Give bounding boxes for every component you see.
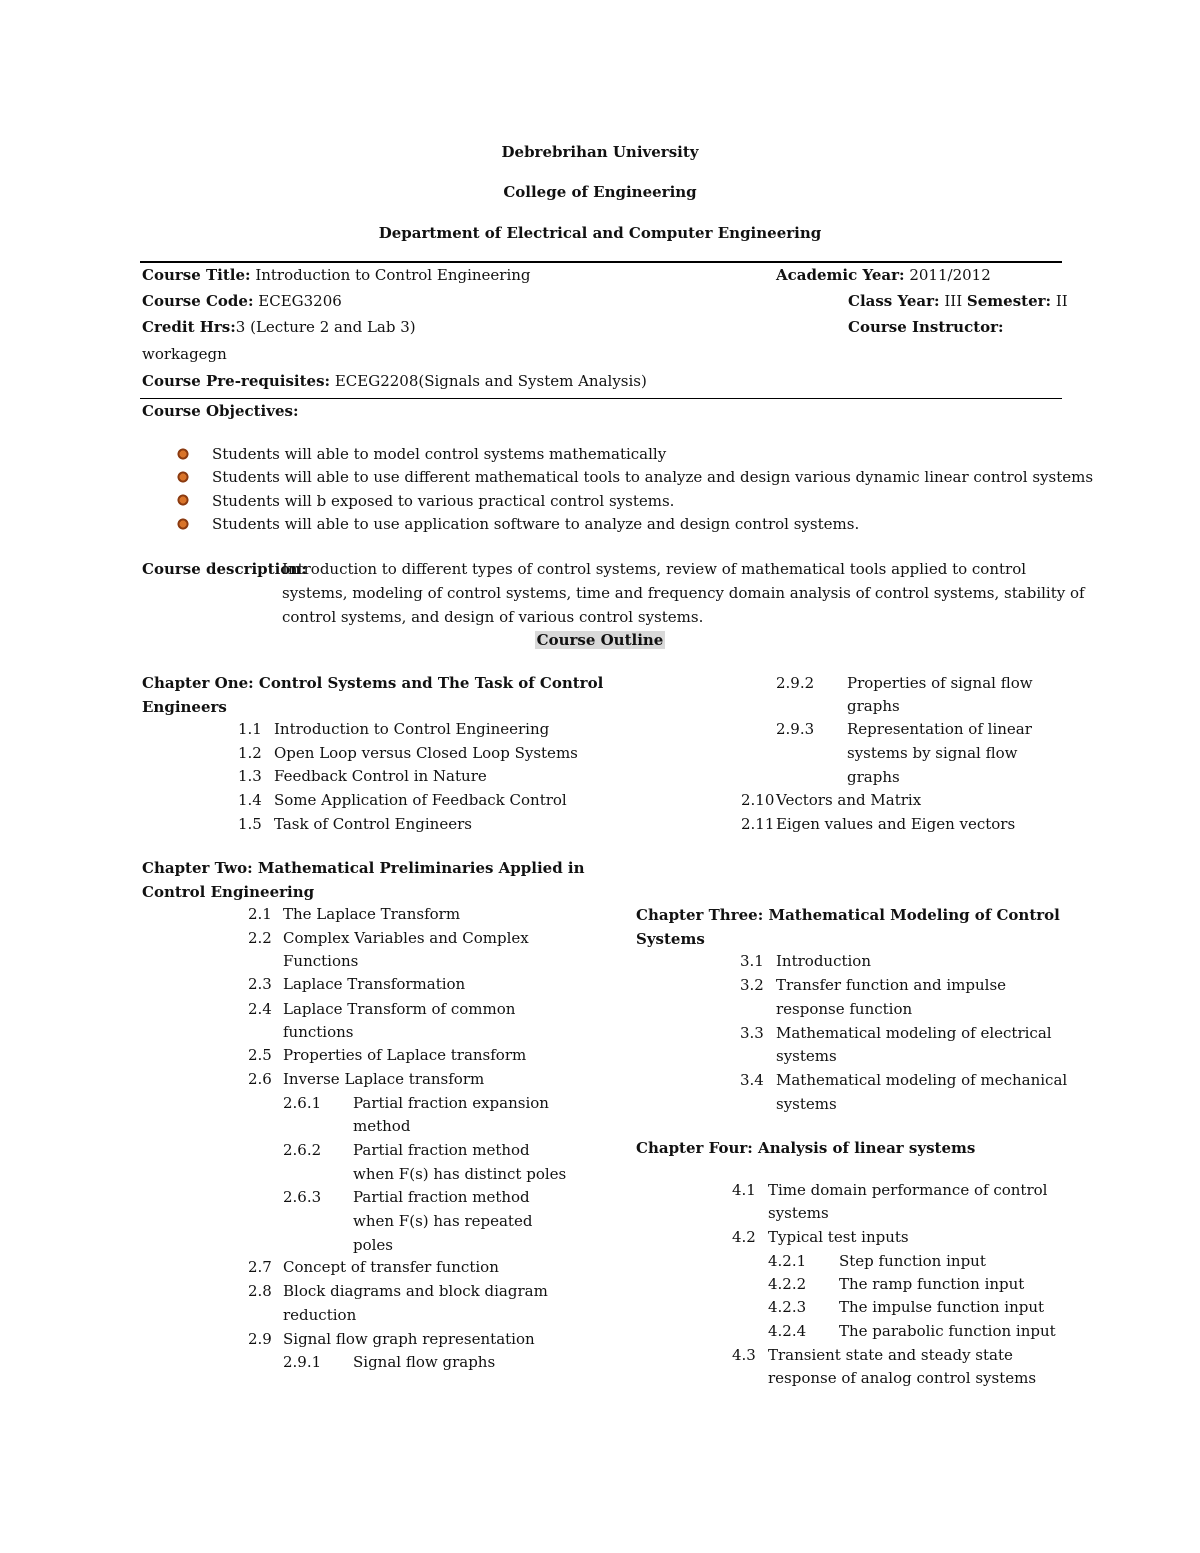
semester-value: II: [1055, 292, 1068, 310]
chapter-two-title: Chapter Two: Mathematical Preliminaries Applied in: [142, 859, 585, 877]
outline-item-text: Partial fraction method: [353, 1141, 530, 1159]
outline-item-number: 3.4: [740, 1071, 764, 1089]
outline-item-text: Transient state and steady state: [768, 1346, 1013, 1364]
bullet-icon: [176, 469, 190, 488]
top-rule: [140, 261, 1062, 263]
class-year-row: [848, 292, 1068, 310]
outline-item-number: 1.2: [238, 744, 262, 762]
college-name: College of Engineering: [503, 183, 697, 201]
outline-item-text: Typical test inputs: [768, 1228, 909, 1246]
academic-year-label: Academic Year:: [776, 266, 905, 284]
outline-item-number: 2.6.3: [283, 1188, 322, 1206]
prerequisites-row: [142, 372, 647, 390]
academic-year-value: 2011/2012: [909, 266, 991, 284]
outline-item-text: Laplace Transformation: [283, 975, 466, 993]
objectives-label: Course Objectives:: [142, 402, 299, 420]
outline-item-number: 2.6: [248, 1070, 272, 1088]
outline-item-text: Properties of Laplace transform: [283, 1046, 527, 1064]
class-year-label: Class Year:: [848, 292, 940, 310]
outline-item-number: 2.7: [248, 1258, 272, 1276]
department-name: Department of Electrical and Computer Engineering: [378, 224, 822, 242]
outline-item-text: Block diagrams and block diagram: [283, 1282, 548, 1300]
credit-hrs-label: Credit Hrs:: [142, 318, 236, 336]
outline-item-text: The parabolic function input: [839, 1322, 1056, 1340]
outline-item-number: 2.9.3: [776, 720, 815, 738]
outline-item-text: systems: [768, 1204, 829, 1222]
outline-item-number: 3.1: [740, 952, 764, 970]
outline-item-text: graphs: [847, 697, 900, 715]
outline-item-text: Partial fraction method: [353, 1188, 530, 1206]
credit-hrs-row: [142, 318, 416, 336]
course-code-label: Course Code:: [142, 292, 254, 310]
outline-item-number: 2.6.1: [283, 1094, 322, 1112]
outline-item-text: Properties of signal flow: [847, 674, 1033, 692]
outline-item-number: 1.3: [238, 767, 262, 785]
outline-item-number: 4.2.2: [768, 1275, 807, 1293]
description-label: Course description:: [142, 560, 307, 578]
outline-item-text: Transfer function and impulse: [776, 976, 1007, 994]
info-bottom-rule: [140, 398, 1062, 399]
outline-item-number: 1.5: [238, 815, 262, 833]
outline-item-text: Functions: [283, 952, 359, 970]
outline-title-wrap: [0, 630, 1200, 649]
bullet-icon: [176, 446, 190, 465]
semester-label: Semester:: [966, 292, 1052, 310]
outline-item-number: 4.2.1: [768, 1252, 807, 1270]
outline-item-number: 1.1: [238, 720, 262, 738]
course-title-value: Introduction to Control Engineering: [255, 266, 531, 284]
outline-item-text: response function: [776, 1000, 913, 1018]
course-title-row: [142, 266, 531, 284]
outline-item-text: functions: [283, 1023, 354, 1041]
outline-item-text: Vectors and Matrix: [776, 791, 922, 809]
outline-item-text: The ramp function input: [839, 1275, 1025, 1293]
outline-item-text: method: [353, 1117, 411, 1135]
outline-item-text: poles: [353, 1236, 394, 1254]
outline-item-number: 2.2: [248, 929, 272, 947]
prerequisites-value: ECEG2208(Signals and System Analysis): [334, 372, 647, 390]
outline-item-text: response of analog control systems: [768, 1369, 1037, 1387]
outline-item-text: The impulse function input: [839, 1298, 1045, 1316]
chapter-four-title: Chapter Four: Analysis of linear systems: [636, 1139, 976, 1157]
outline-item-number: 3.2: [740, 976, 764, 994]
academic-year-row: [776, 266, 991, 284]
course-code-row: [142, 292, 342, 310]
outline-item-text: Complex Variables and Complex: [283, 929, 529, 947]
bullet-icon: [176, 492, 190, 511]
outline-item-text: when F(s) has distinct poles: [353, 1165, 567, 1183]
outline-item-number: 2.9.1: [283, 1353, 322, 1371]
outline-item-number: 3.3: [740, 1024, 764, 1042]
outline-item-number: 2.8: [248, 1282, 272, 1300]
outline-item-number: 2.5: [248, 1046, 272, 1064]
outline-item-text: Time domain performance of control: [768, 1181, 1048, 1199]
objective-item: Students will able to use different mathematical tools to analyze and design various dynamic linear control systems: [212, 468, 1094, 486]
credit-hrs-value: 3 (Lecture 2 and Lab 3): [235, 318, 416, 336]
outline-item-text: Mathematical modeling of electrical: [776, 1024, 1052, 1042]
outline-item-number: 4.2.3: [768, 1298, 807, 1316]
outline-item-number: 2.9.2: [776, 674, 815, 692]
outline-item-number: 2.4: [248, 1000, 272, 1018]
chapter-one-title: Engineers: [142, 698, 227, 716]
chapter-one-title: Chapter One: Control Systems and The Task of Control: [142, 674, 604, 692]
outline-item-text: Eigen values and Eigen vectors: [776, 815, 1016, 833]
description-line: control systems, and design of various control systems.: [282, 608, 704, 626]
outline-item-text: Open Loop versus Closed Loop Systems: [274, 744, 578, 762]
outline-item-text: systems: [776, 1095, 837, 1113]
outline-item-number: 2.10: [741, 791, 775, 809]
course-title-label: Course Title:: [142, 266, 251, 284]
outline-item-text: Step function input: [839, 1252, 986, 1270]
university-name: Debrebrihan University: [501, 143, 699, 161]
outline-item-text: Some Application of Feedback Control: [274, 791, 567, 809]
outline-item-text: Mathematical modeling of mechanical: [776, 1071, 1068, 1089]
chapter-two-title: Control Engineering: [142, 883, 315, 901]
outline-item-text: Feedback Control in Nature: [274, 767, 487, 785]
outline-item-number: 2.9: [248, 1330, 272, 1348]
outline-item-number: 2.3: [248, 975, 272, 993]
outline-item-text: graphs: [847, 768, 900, 786]
outline-item-text: Signal flow graph representation: [283, 1330, 535, 1348]
outline-item-number: 2.6.2: [283, 1141, 322, 1159]
objective-item: Students will able to use application software to analyze and design control systems.: [212, 515, 860, 533]
outline-item-text: Laplace Transform of common: [283, 1000, 516, 1018]
outline-item-text: Introduction to Control Engineering: [274, 720, 550, 738]
course-instructor-label: Course Instructor:: [848, 318, 1004, 336]
outline-item-number: 4.3: [732, 1346, 756, 1364]
outline-item-text: when F(s) has repeated: [353, 1212, 533, 1230]
outline-item-number: 2.11: [741, 815, 775, 833]
chapter-three-title: Systems: [636, 930, 705, 948]
outline-item-text: The Laplace Transform: [283, 905, 461, 923]
outline-item-text: systems: [776, 1047, 837, 1065]
outline-title: Course Outline: [536, 631, 664, 649]
objective-item: Students will b exposed to various practical control systems.: [212, 492, 675, 510]
outline-item-text: Inverse Laplace transform: [283, 1070, 485, 1088]
outline-item-text: Task of Control Engineers: [274, 815, 472, 833]
prerequisites-label: Course Pre-requisites:: [142, 372, 331, 390]
description-line: Introduction to different types of control systems, review of mathematical tools applied to control: [282, 560, 1027, 578]
outline-item-text: systems by signal flow: [847, 744, 1018, 762]
outline-item-number: 4.2.4: [768, 1322, 807, 1340]
outline-item-text: Partial fraction expansion: [353, 1094, 549, 1112]
outline-item-text: reduction: [283, 1306, 357, 1324]
outline-item-text: Representation of linear: [847, 720, 1032, 738]
outline-item-number: 2.1: [248, 905, 272, 923]
outline-item-text: Introduction: [776, 952, 871, 970]
objective-item: Students will able to model control systems mathematically: [212, 445, 667, 463]
class-year-value: III: [944, 292, 963, 310]
description-line: systems, modeling of control systems, time and frequency domain analysis of control systems, stability of: [282, 584, 1085, 602]
outline-item-number: 4.1: [732, 1181, 756, 1199]
course-code-value: ECEG3206: [258, 292, 342, 310]
bullet-icon: [176, 516, 190, 535]
outline-item-text: Concept of transfer function: [283, 1258, 499, 1276]
outline-item-number: 1.4: [238, 791, 262, 809]
outline-item-number: 4.2: [732, 1228, 756, 1246]
course-instructor-value: workagegn: [142, 345, 227, 363]
chapter-three-title: Chapter Three: Mathematical Modeling of Control: [636, 906, 1060, 924]
outline-item-text: Signal flow graphs: [353, 1353, 496, 1371]
